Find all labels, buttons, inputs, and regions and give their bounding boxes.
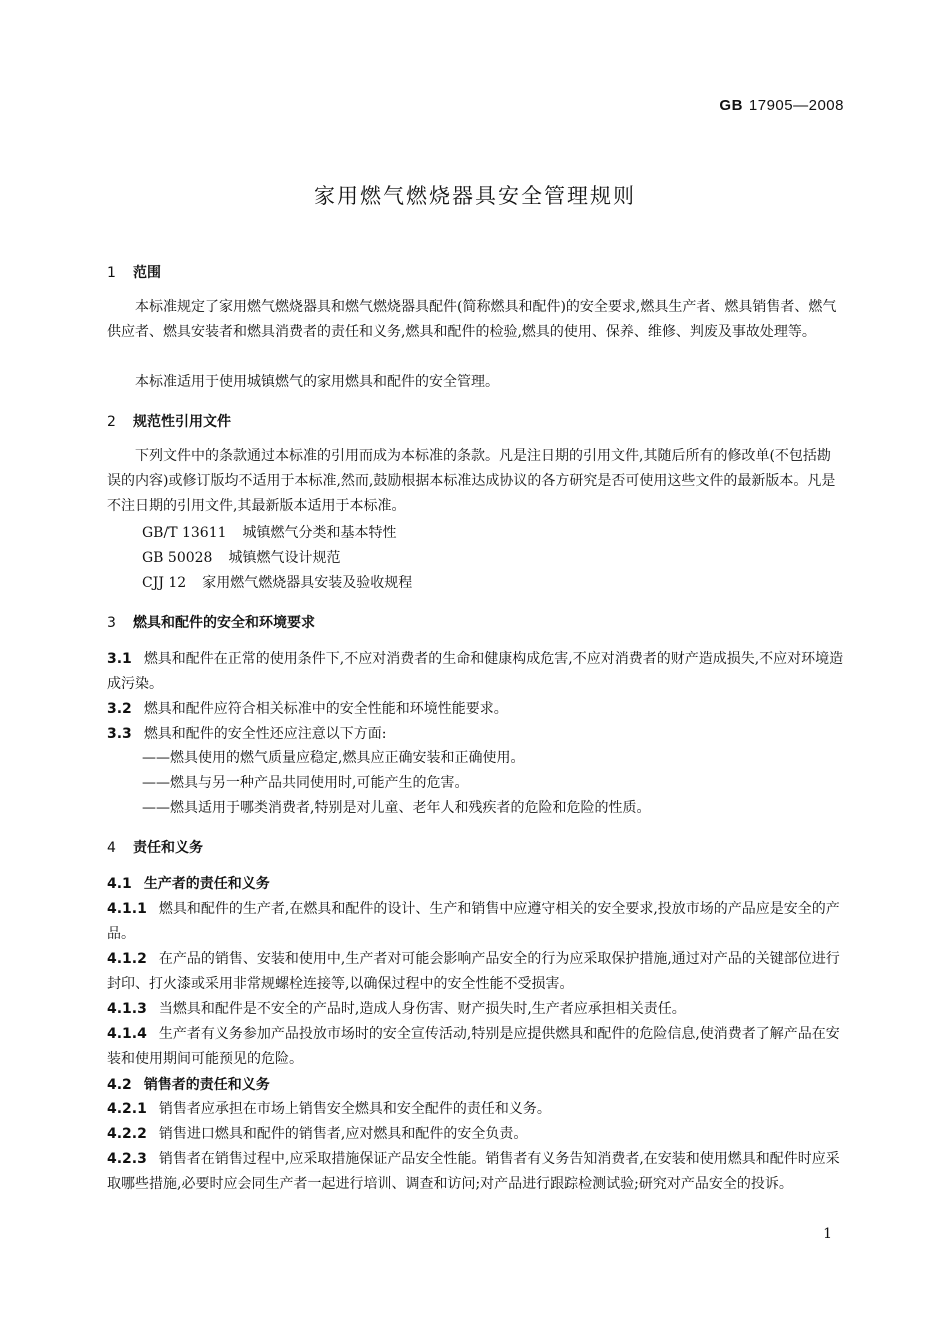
reference-code: GB/T 13611 [142, 525, 227, 541]
subsection-4-2-heading [107, 1074, 270, 1094]
standard-number [719, 97, 844, 114]
subsection-number: 4.1 [107, 876, 132, 892]
section-3-heading [107, 612, 315, 632]
clause-number: 3.2 [107, 701, 132, 717]
reference-title: 家用燃气燃烧器具安装及验收规程 [202, 575, 413, 591]
clause-text: 当燃具和配件是不安全的产品时,造成人身伤害、财产损失时,生产者应承担相关责任。 [158, 1001, 686, 1017]
clause-4-2-2 [107, 1122, 844, 1147]
section-number: 3 [107, 615, 116, 631]
clause-3-2 [107, 697, 844, 722]
clause-text: 燃具和配件应符合相关标准中的安全性能和环境性能要求。 [143, 701, 508, 717]
section-number: 1 [107, 265, 116, 281]
clause-number: 4.2.3 [107, 1151, 147, 1167]
section-1-paragraph-1: 本标准规定了家用燃气燃烧器具和燃气燃烧器具配件(简称燃具和配件)的安全要求,燃具生产者、燃具销售者、燃气供应者、燃具安装者和燃具消费者的责任和义务,燃具和配件的检验,燃具的使用、保养、维修、判废及事故处理等。 [107, 299, 837, 340]
section-1-paragraph-2: 本标准适用于使用城镇燃气的家用燃具和配件的安全管理。 [135, 374, 499, 390]
subsection-4-1-heading [107, 873, 270, 893]
clause-4-1-3 [107, 997, 844, 1022]
section-1-heading [107, 262, 161, 282]
clause-number: 3.1 [107, 651, 132, 667]
document-title: 家用燃气燃烧器具安全管理规则 [314, 184, 636, 208]
reference-item [142, 547, 340, 567]
reference-title: 城镇燃气设计规范 [228, 550, 341, 566]
clause-3-1 [107, 647, 844, 697]
clause-text: 生产者有义务参加产品投放市场时的安全宣传活动,特别是应提供燃具和配件的危险信息,使消费者了解产品在安装和使用期间可能预见的危险。 [107, 1026, 840, 1067]
reference-item [142, 572, 412, 592]
section-number: 2 [107, 414, 116, 430]
section-title: 规范性引用文件 [133, 414, 231, 430]
reference-code: CJJ 12 [142, 575, 187, 591]
clause-number: 4.2.1 [107, 1101, 147, 1117]
dash-list-item: ——燃具使用的燃气质量应稳定,燃具应正确安装和正确使用。 [142, 750, 525, 766]
reference-code: GB 50028 [142, 550, 213, 566]
section-title: 范围 [133, 265, 161, 281]
dash-list-item: ——燃具适用于哪类消费者,特别是对儿童、老年人和残疾者的危险和危险的性质。 [142, 800, 651, 816]
clause-4-2-1 [107, 1097, 844, 1122]
section-number: 4 [107, 840, 116, 856]
standard-code: 17905—2008 [748, 97, 844, 114]
clause-3-3 [107, 722, 844, 747]
clause-number: 4.2.2 [107, 1126, 147, 1142]
clause-4-1-4 [107, 1022, 844, 1072]
section-2-paragraph-1: 下列文件中的条款通过本标准的引用而成为本标准的条款。凡是注日期的引用文件,其随后所有的修改单(不包括勘误的内容)或修订版均不适用于本标准,然而,鼓励根据本标准达成协议的各方研究是否可使用这些文件的最新版本。凡是不注日期的引用文件,其最新版本适用于本标准。 [107, 448, 836, 514]
reference-title: 城镇燃气分类和基本特性 [242, 525, 397, 541]
clause-number: 4.1.2 [107, 951, 147, 967]
subsection-number: 4.2 [107, 1077, 132, 1093]
clause-text: 燃具和配件在正常的使用条件下,不应对消费者的生命和健康构成危害,不应对消费者的财产造成损失,不应对环境造成污染。 [107, 651, 844, 692]
clause-number: 3.3 [107, 726, 132, 742]
section-title: 燃具和配件的安全和环境要求 [133, 615, 315, 631]
clause-text: 销售者在销售过程中,应采取措施保证产品安全性能。销售者有义务告知消费者,在安装和使用燃具和配件时应采取哪些措施,必要时应会同生产者一起进行培训、调查和访问;对产品进行跟踪检测试验;研究对产品安全的投诉。 [107, 1151, 840, 1192]
clause-text: 销售进口燃具和配件的销售者,应对燃具和配件的安全负责。 [158, 1126, 528, 1142]
clause-text: 销售者应承担在市场上销售安全燃具和安全配件的责任和义务。 [158, 1101, 551, 1117]
clause-number: 4.1.3 [107, 1001, 147, 1017]
clause-number: 4.1.1 [107, 901, 147, 917]
standard-prefix: GB [719, 97, 743, 114]
section-4-heading [107, 837, 203, 857]
clause-number: 4.1.4 [107, 1026, 147, 1042]
subsection-title: 生产者的责任和义务 [143, 876, 270, 892]
clause-4-1-2 [107, 947, 844, 997]
clause-text: 燃具和配件的安全性还应注意以下方面: [143, 726, 387, 742]
dash-list-item: ——燃具与另一种产品共同使用时,可能产生的危害。 [142, 775, 469, 791]
clause-4-1-1 [107, 897, 844, 947]
section-2-heading [107, 411, 231, 431]
reference-item [142, 522, 397, 542]
clause-text: 在产品的销售、安装和使用中,生产者对可能会影响产品安全的行为应采取保护措施,通过对产品的关键部位进行封印、打火漆或采用非常规螺栓连接等,以确保过程中的安全性能不受损害。 [107, 951, 840, 992]
subsection-title: 销售者的责任和义务 [143, 1077, 270, 1093]
clause-text: 燃具和配件的生产者,在燃具和配件的设计、生产和销售中应遵守相关的安全要求,投放市场的产品应是安全的产品。 [107, 901, 840, 942]
page-number: 1 [823, 1226, 832, 1242]
clause-4-2-3 [107, 1147, 844, 1197]
section-title: 责任和义务 [133, 840, 203, 856]
